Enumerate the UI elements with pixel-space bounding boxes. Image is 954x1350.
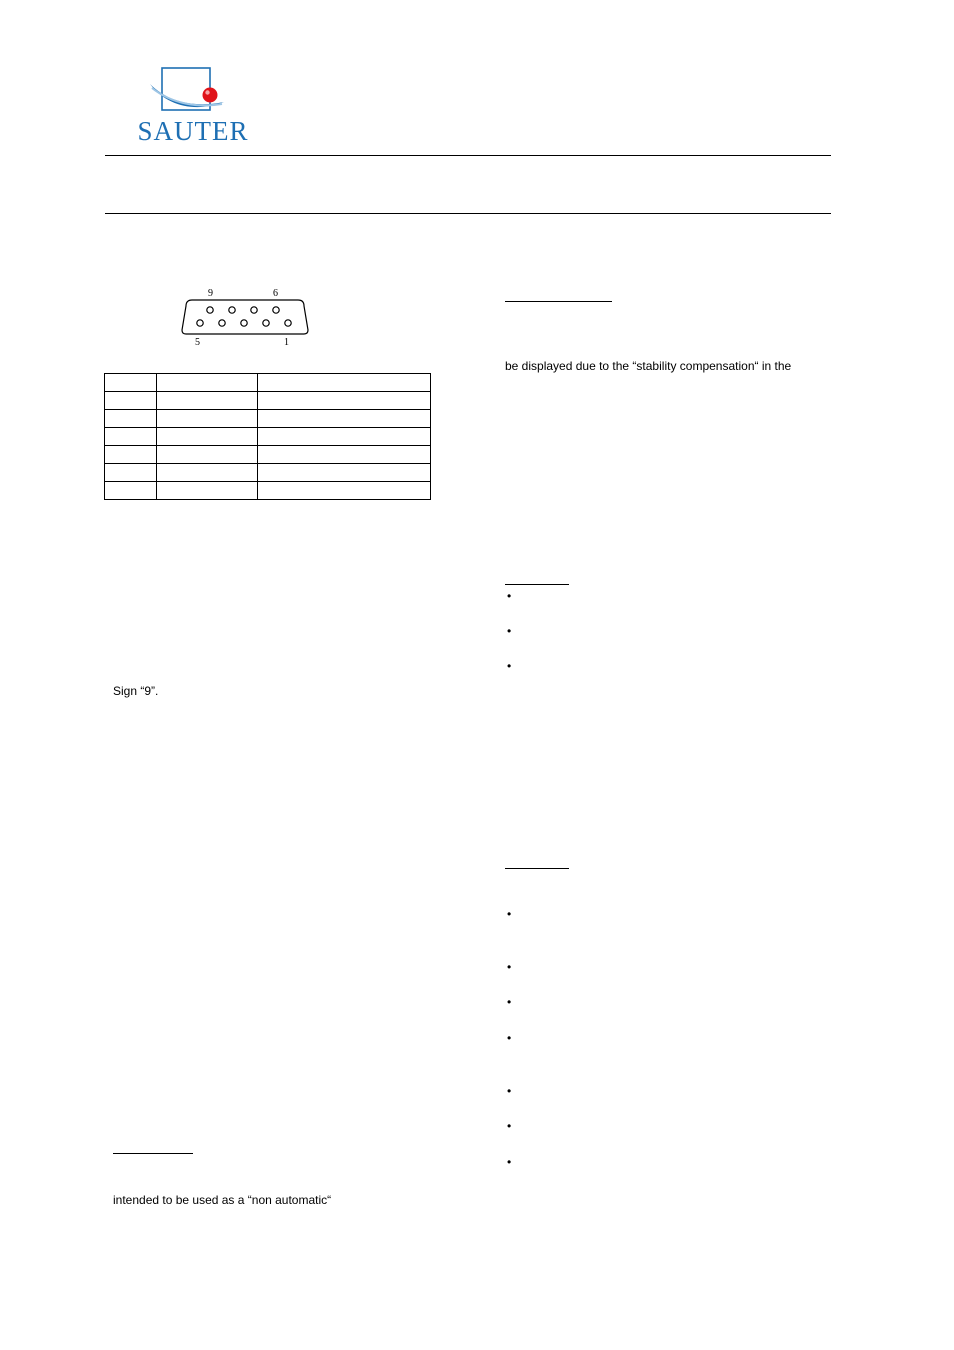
table-cell: [157, 446, 258, 464]
list-bullet: •: [507, 907, 512, 921]
table-cell: [258, 464, 431, 482]
table-row: [105, 410, 431, 428]
table-row: [105, 374, 431, 392]
table-cell: [157, 392, 258, 410]
table-cell: [157, 428, 258, 446]
pin-label-5: 5: [195, 337, 200, 348]
table-cell: [105, 428, 157, 446]
list-bullet: •: [507, 1119, 512, 1133]
pin-label-9: 9: [208, 288, 213, 299]
header-rule-top: [105, 155, 831, 156]
table-cell: [105, 446, 157, 464]
table-cell: [258, 446, 431, 464]
table-row: [105, 464, 431, 482]
list-bullet: •: [507, 589, 512, 603]
table-row: [105, 446, 431, 464]
section-heading-underline: [113, 1153, 193, 1154]
table-cell: [157, 464, 258, 482]
table-cell: [258, 410, 431, 428]
header-rule-bottom: [105, 213, 831, 214]
section-heading-underline: [505, 584, 569, 585]
pin-label-1: 1: [284, 337, 289, 348]
table-cell: [105, 410, 157, 428]
list-bullet: •: [507, 1031, 512, 1045]
table-cell: [258, 482, 431, 500]
section-heading-underline: [505, 868, 569, 869]
intended-use-text: intended to be used as a “non automatic“: [113, 1193, 332, 1207]
table-cell: [258, 392, 431, 410]
list-bullet: •: [507, 659, 512, 673]
table-row: [105, 482, 431, 500]
list-bullet: •: [507, 1155, 512, 1169]
list-bullet: •: [507, 624, 512, 638]
table-cell: [258, 428, 431, 446]
connector-shape: [180, 298, 310, 338]
table-row: [105, 392, 431, 410]
pin-label-6: 6: [273, 288, 278, 299]
pin-assignment-table: [104, 373, 431, 500]
table-cell: [105, 464, 157, 482]
stability-text: be displayed due to the “stability compensation“ in the: [505, 359, 792, 373]
list-bullet: •: [507, 960, 512, 974]
list-bullet: •: [507, 1084, 512, 1098]
sauter-logo: [128, 64, 258, 150]
table-cell: [157, 374, 258, 392]
table-cell: [105, 374, 157, 392]
table-cell: [157, 410, 258, 428]
table-cell: [258, 374, 431, 392]
sub-d-connector-diagram: [180, 286, 310, 350]
logo-emblem: [128, 64, 258, 118]
table-cell: [105, 392, 157, 410]
table-cell: [157, 482, 258, 500]
list-bullet: •: [507, 995, 512, 1009]
table-row: [105, 428, 431, 446]
section-heading-underline: [505, 301, 612, 302]
table-cell: [105, 482, 157, 500]
sign-text: Sign “9”.: [113, 684, 159, 698]
brand-name: SAUTER: [137, 116, 249, 146]
